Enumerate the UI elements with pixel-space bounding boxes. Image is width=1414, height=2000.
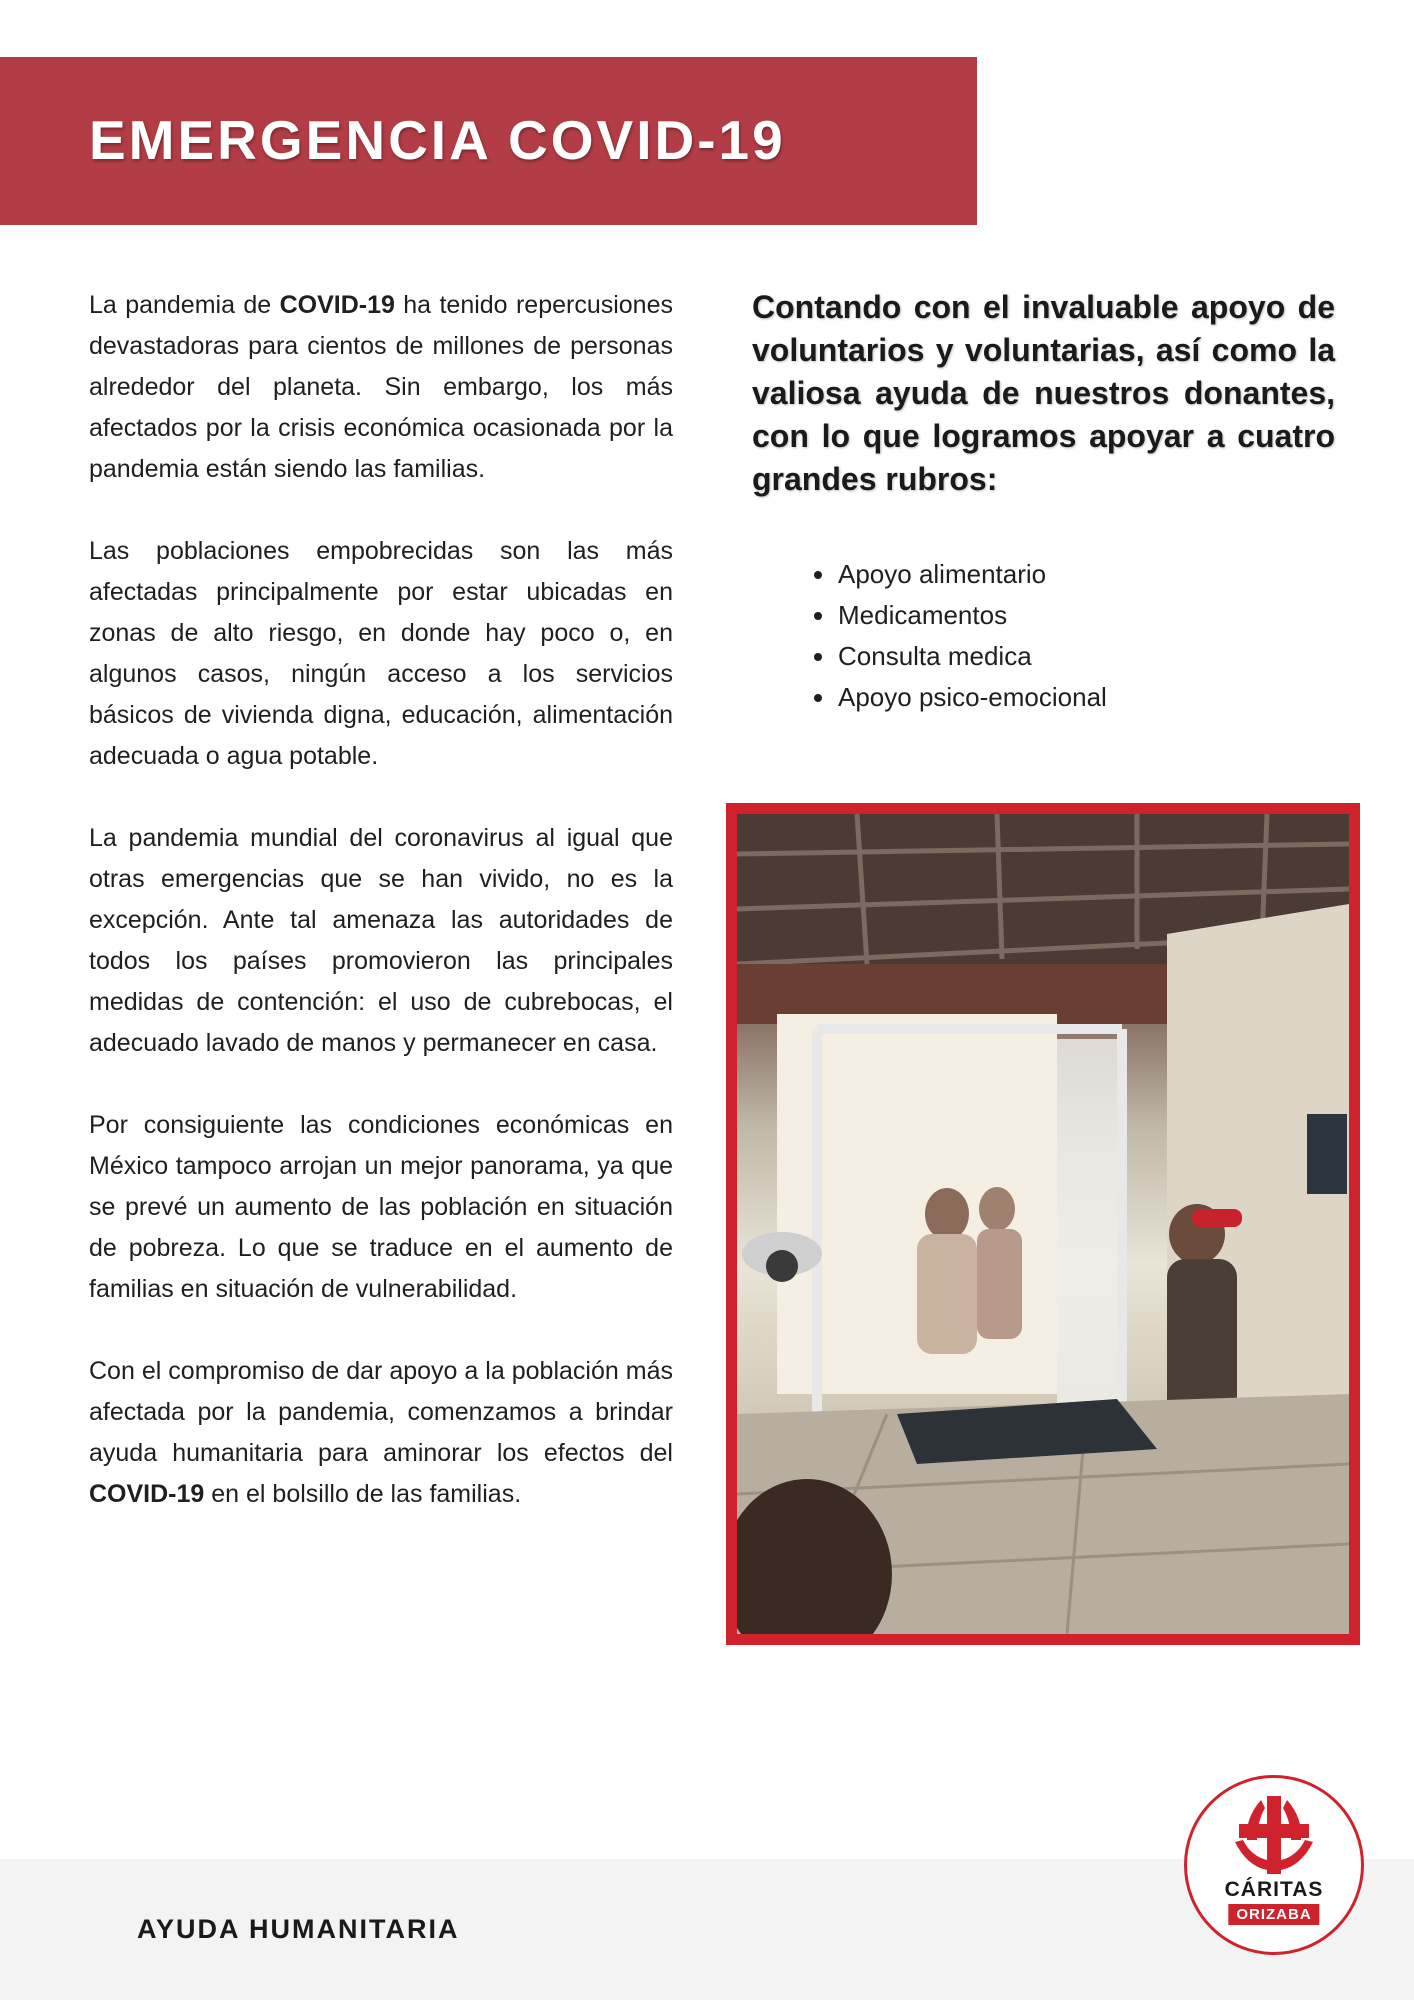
paragraph: [89, 818, 673, 1064]
footer-label: AYUDA HUMANITARIA: [137, 1914, 460, 1944]
caritas-cross-icon: [1187, 1778, 1361, 1952]
text-segment: Con el compromiso de dar apoyo a la población más afectada por la pandemia, comenzamos a brindar ayuda humanitaria para aminorar los efectos del: [89, 1357, 673, 1467]
paragraph: [89, 531, 673, 777]
list-item: Consulta medica: [838, 636, 1107, 677]
entrance-photo: [737, 814, 1349, 1634]
caritas-logo: [1184, 1775, 1364, 1955]
support-heading: Contando con el invaluable apoyo de voluntarios y voluntarias, así como la valiosa ayuda de nuestros donantes, con lo que logramos apoyar a cuatro grandes rubros:: [752, 289, 1335, 497]
paragraph: [89, 1351, 673, 1515]
logo-name: CÁRITAS: [1224, 1878, 1324, 1901]
bold-text: COVID-19: [89, 1480, 205, 1508]
paragraph: [89, 285, 673, 490]
list-item: Medicamentos: [838, 595, 1107, 636]
text-segment: ha tenido repercusiones devastadoras para cientos de millones de personas alrededor del planeta. Sin embargo, los más afectados por la crisis económica ocasionada por la pandemia están siendo las familias.: [89, 291, 673, 483]
page-title: EMERGENCIA COVID-19: [89, 109, 786, 171]
list-item: Apoyo alimentario: [838, 554, 1107, 595]
text-segment: La pandemia mundial del coronavirus al igual que otras emergencias que se han vivido, no es la excepción. Ante tal amenaza las autoridades de todos los países promovieron las principales medidas de contención: el uso de cubrebocas, el adecuado lavado de manos y permanecer en casa.: [89, 824, 673, 1057]
logo-city: ORIZABA: [1228, 1904, 1319, 1925]
paragraph: [89, 1105, 673, 1310]
text-segment: Las poblaciones empobrecidas son las más afectadas principalmente por estar ubicadas en zonas de alto riesgo, en donde hay poco o, en algunos casos, ningún acceso a los servicios básicos de vivienda digna, educación, alimentación adecuada o agua potable.: [89, 537, 673, 770]
bold-text: COVID-19: [279, 291, 395, 319]
photo-frame: [726, 803, 1360, 1645]
list-item: Apoyo psico-emocional: [838, 677, 1107, 718]
body-text-column: [89, 285, 673, 1556]
text-segment: en el bolsillo de las familias.: [204, 1480, 522, 1508]
photo-illustration: [737, 814, 1349, 1634]
support-list: [838, 554, 1107, 718]
text-segment: La pandemia de: [89, 291, 280, 319]
text-segment: Por consiguiente las condiciones económicas en México tampoco arrojan un mejor panorama, ya que se prevé un aumento de las población en situación de pobreza. Lo que se traduce en el aumento de familias en situación de vulnerabilidad.: [89, 1111, 673, 1303]
